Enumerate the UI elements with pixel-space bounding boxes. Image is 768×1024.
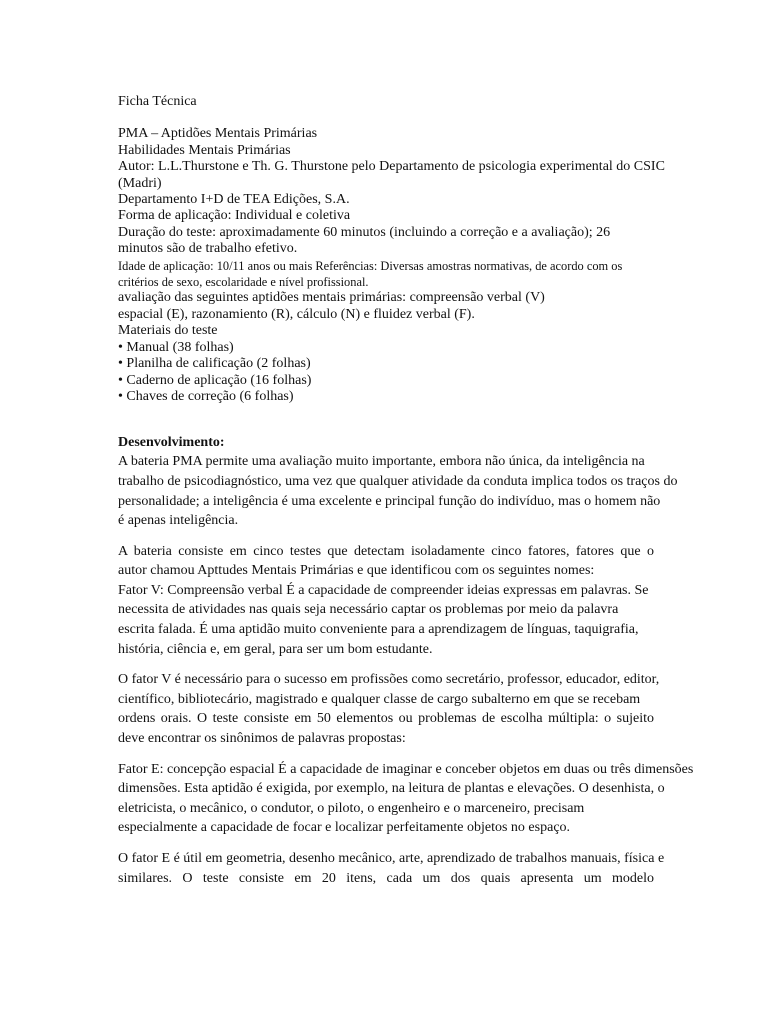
materials-item: • Planilha de calificação (2 folhas) [118,356,311,372]
evaluation-line-cont: espacial (E), razonamiento (R), cálculo (N) e fluidez verbal (F). [118,306,475,322]
development-paragraph [118,760,718,838]
materials-item: • Manual (38 folhas) [118,339,234,355]
materials-heading: Materiais do teste [118,323,218,339]
paragraph-line: Fator V: Compreensão verbal É a capacidade de compreender ideias expressas em palavras. Se [118,582,649,598]
paragraph-line: especialmente a capacidade de focar e localizar perfeitamente objetos no espaço. [118,820,571,836]
evaluation-line: avaliação das seguintes aptidões mentais primárias: compreensão verbal (V) [118,290,545,306]
paragraph-line: O fator V é necessário para o sucesso em profissões como secretário, professor, educador, editor, [118,672,660,688]
age-line: Idade de aplicação: 10/11 anos ou mais Referências: Diversas amostras normativas, de acordo com os [118,258,623,273]
paragraph-line: A bateria PMA permite uma avaliação muito importante, embora não única, da inteligência na [118,454,645,470]
paragraph-line: história, ciência e, em geral, para ser um bom estudante. [118,641,433,657]
application-form-line: Forma de aplicação: Individual e coletiva [118,208,351,224]
paragraph-line: eletricista, o mecânico, o condutor, o piloto, o engenheiro e o marceneiro, precisam [118,800,585,816]
paragraph-line: necessita de atividades nas quais seja necessário captar os problemas por meio da palavra [118,602,619,618]
subtitle-line: Habilidades Mentais Primárias [118,142,291,158]
duration-line-cont: minutos são de trabalho efetivo. [118,241,298,257]
age-line-cont: critérios de sexo, escolaridade e nível profissional. [118,275,369,290]
author-line: Autor: L.L.Thurstone e Th. G. Thurstone pelo Departamento de psicologia experimental do CSIC [118,159,665,175]
development-heading: Desenvolvimento: [118,435,225,451]
document-title: Ficha Técnica [118,94,197,109]
department-line: Departamento I+D de TEA Edições, S.A. [118,192,350,208]
duration-line: Duração do teste: aproximadamente 60 minutos (incluindo a correção e a avaliação); 26 [118,224,611,240]
test-name-line: PMA – Aptidões Mentais Primárias [118,126,318,142]
technical-sheet-block [118,126,718,405]
paragraph-line: científico, bibliotecário, magistrado e qualquer classe de cargo subalterno em que se recebam [118,691,641,707]
development-paragraph [118,670,718,748]
paragraph-line: trabalho de psicodiagnóstico, uma vez que qualquer atividade da conduta implica todos os traços do [118,473,678,489]
paragraph-line: escrita falada. É uma aptidão muito conveniente para a aprendizagem de línguas, taquigrafia, [118,622,639,638]
paragraph-line: é apenas inteligência. [118,513,239,529]
paragraph-line: A bateria consiste em cinco testes que detectam isoladamente cinco fatores, fatores que o [118,543,654,559]
paragraph-line: Fator E: concepção espacial É a capacidade de imaginar e conceber objetos em duas ou três dimensões [118,761,694,777]
paragraph-line: ordens orais. O teste consiste em 50 elementos ou problemas de escolha múltipla: o sujeito [118,711,654,727]
development-paragraph [118,849,718,888]
document-page [118,94,718,888]
author-location-line: (Madri) [118,175,162,191]
development-paragraph [118,542,718,660]
paragraph-line: similares. O teste consiste em 20 itens, cada um dos quais apresenta um modelo [118,870,654,886]
development-paragraph [118,452,718,530]
paragraph-line: autor chamou Apttudes Mentais Primárias e que identificou com os seguintes nomes: [118,563,595,579]
paragraph-line: deve encontrar os sinônimos de palavras propostas: [118,731,406,747]
materials-item: • Caderno de aplicação (16 folhas) [118,372,312,388]
paragraph-line: personalidade; a inteligência é uma excelente e principal função do indivíduo, mas o homem não [118,493,661,509]
paragraph-line: O fator E é útil em geometria, desenho mecânico, arte, aprendizado de trabalhos manuais, física e [118,851,665,866]
paragraph-line: dimensões. Esta aptidão é exigida, por exemplo, na leitura de plantas e elevações. O desenhista, o [118,781,665,797]
materials-item: • Chaves de correção (6 folhas) [118,388,294,404]
